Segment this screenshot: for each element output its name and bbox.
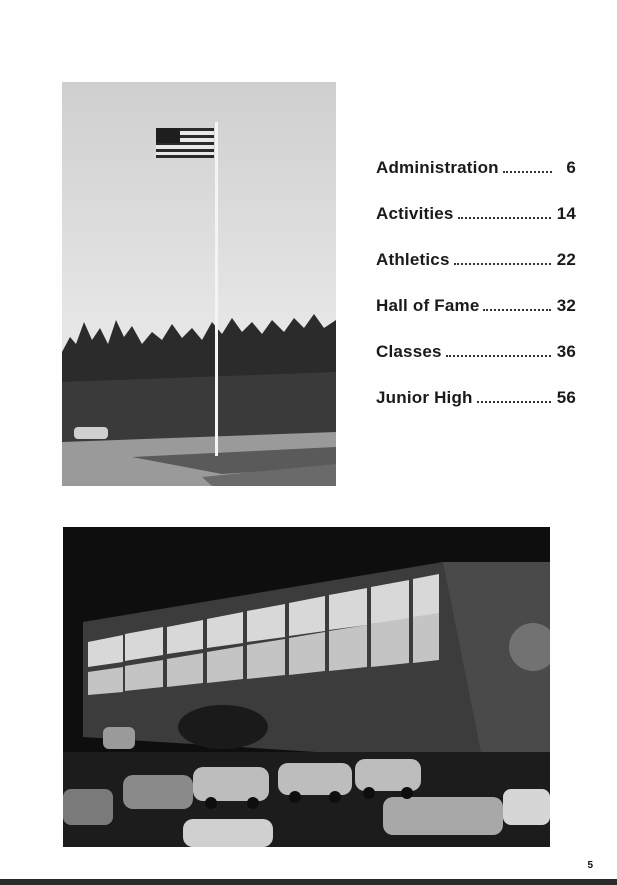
toc-entry-administration [376, 158, 576, 204]
toc-title: Athletics [376, 250, 450, 269]
toc-leader [454, 263, 551, 265]
toc-page-number: 32 [556, 296, 576, 315]
toc-leader [477, 401, 551, 403]
toc-page-number: 22 [556, 250, 576, 269]
toc-title: Activities [376, 204, 454, 223]
page-number: 5 [587, 860, 593, 871]
toc-entry-hall-of-fame [376, 296, 576, 342]
flag-photo [62, 82, 336, 486]
toc-title: Junior High [376, 388, 473, 407]
toc-page-number: 36 [556, 342, 576, 361]
building-photo [63, 527, 550, 847]
toc-entry-classes [376, 342, 576, 388]
toc-page-number: 6 [566, 158, 576, 177]
toc-entry-athletics [376, 250, 576, 296]
toc-entry-junior-high [376, 388, 576, 434]
toc-leader [503, 171, 552, 173]
toc-title: Classes [376, 342, 442, 361]
toc-leader [458, 217, 551, 219]
bottom-border [0, 879, 617, 885]
toc-page-number: 14 [556, 204, 576, 223]
toc-entry-activities [376, 204, 576, 250]
toc-leader [446, 355, 551, 357]
toc-title: Administration [376, 158, 499, 177]
toc-leader [483, 309, 550, 311]
toc-title: Hall of Fame [376, 296, 480, 315]
toc-page-number: 56 [556, 388, 576, 407]
table-of-contents [376, 158, 576, 434]
